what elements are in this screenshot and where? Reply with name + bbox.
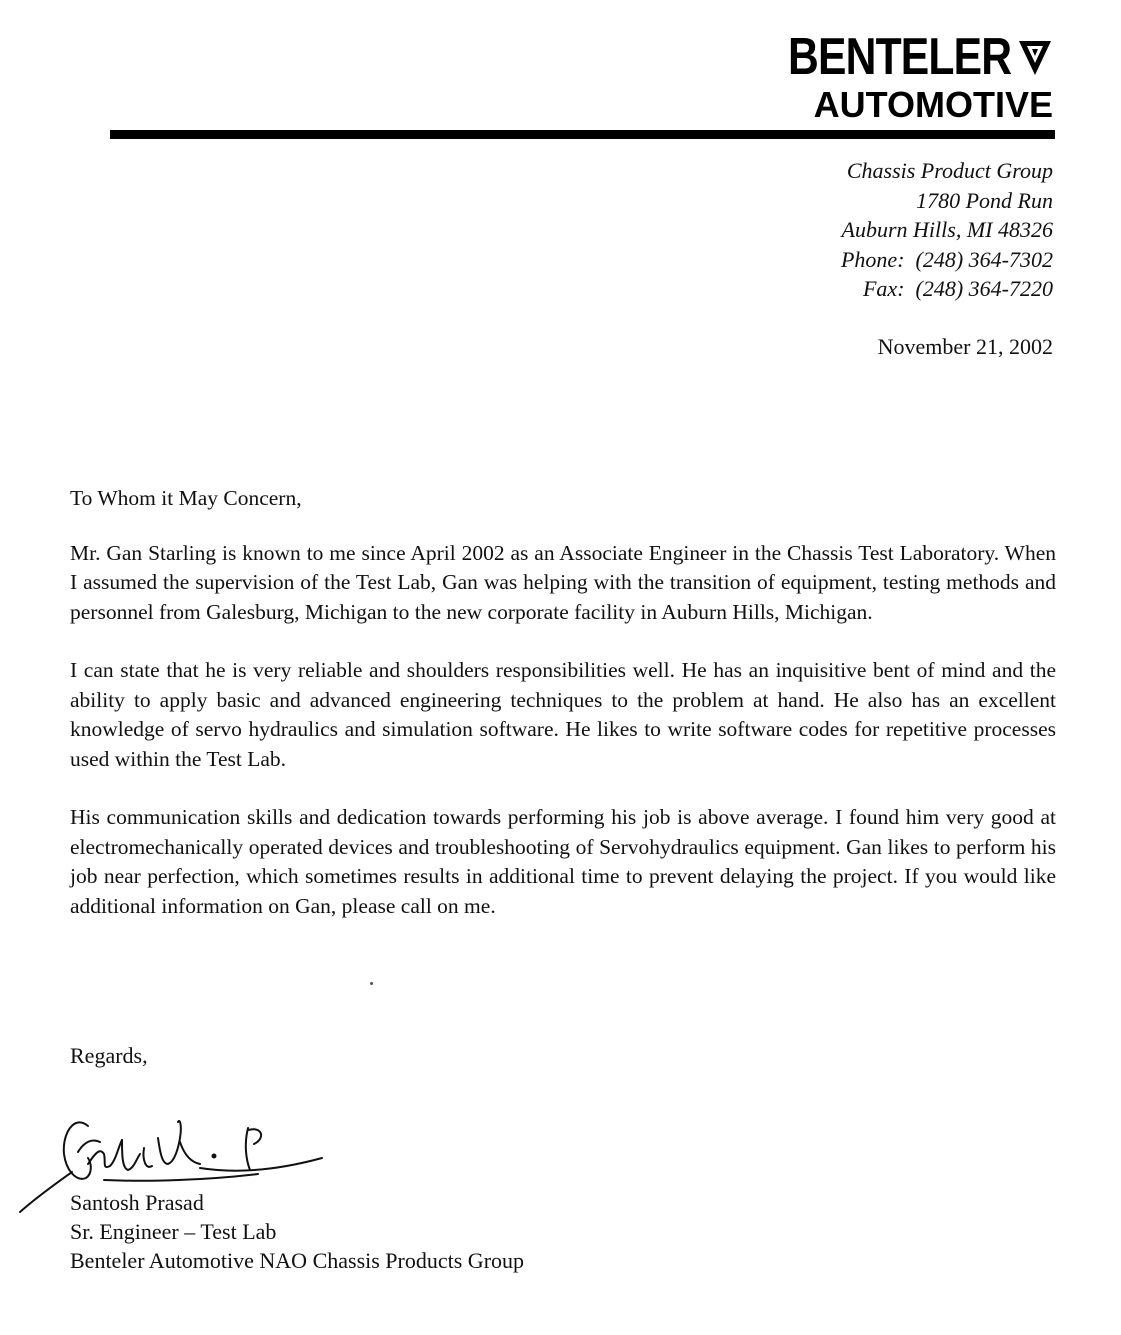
address-city: Auburn Hills, MI 48326 [841,217,1053,242]
signatory-name: Santosh Prasad [70,1190,204,1215]
paragraph-reliability: I can state that he is very reliable and shoulders responsibilities well. He has an inquisitive bent of mind and the ability to apply basic and advanced engineering techniques to the problem at hand. He also has an excellent knowledge of servo hydraulics and simulation software. He likes to write software codes for repetitive processes used within the Test Lab. [70,658,1056,771]
signatory-block [70,1188,524,1275]
header-divider [110,130,1055,139]
paragraph-intro: Mr. Gan Starling is known to me since April 2002 as an Associate Engineer in the Chassis Test Laboratory. When I assumed the supervision of the Test Lab, Gan was helping with the transition of equipment, testing methods and personnel from Galesburg, Michigan to the new corporate facility in Auburn Hills, Michigan. [70,540,1056,624]
sender-address [841,156,1053,304]
logo-division-name: AUTOMOTIVE [813,84,1053,125]
address-street: 1780 Pond Run [916,187,1053,213]
letter-body [70,484,1056,950]
address-group: Chassis Product Group [846,158,1053,183]
paragraph-communication: His communication skills and dedication towards performing his job is above average. I found him very good at electromechanically operated devices and troubleshooting of Servohydraulics equipment. Gan likes to perform his job near perfection, which sometimes results in additional time to prevent delaying the project. If you would like additional information on Gan, please call on me. [70,805,1056,918]
salutation: To Whom it May Concern, [70,486,302,510]
logo-brand-row [739,30,1053,84]
closing: Regards, [70,1043,148,1068]
logo-brand-name: BENTELER [787,28,1011,86]
signatory-title: Sr. Engineer – Test Lab [70,1219,277,1244]
address-fax: Fax: (248) 364-7220 [862,276,1053,301]
benteler-triangle-icon [1017,37,1053,77]
letter-date: November 21, 2002 [877,334,1053,359]
company-logo [739,30,1053,124]
address-phone: Phone: (248) 364-7302 [840,246,1053,272]
signatory-organization: Benteler Automotive NAO Chassis Products Group [70,1248,525,1273]
scan-speck [370,982,373,985]
